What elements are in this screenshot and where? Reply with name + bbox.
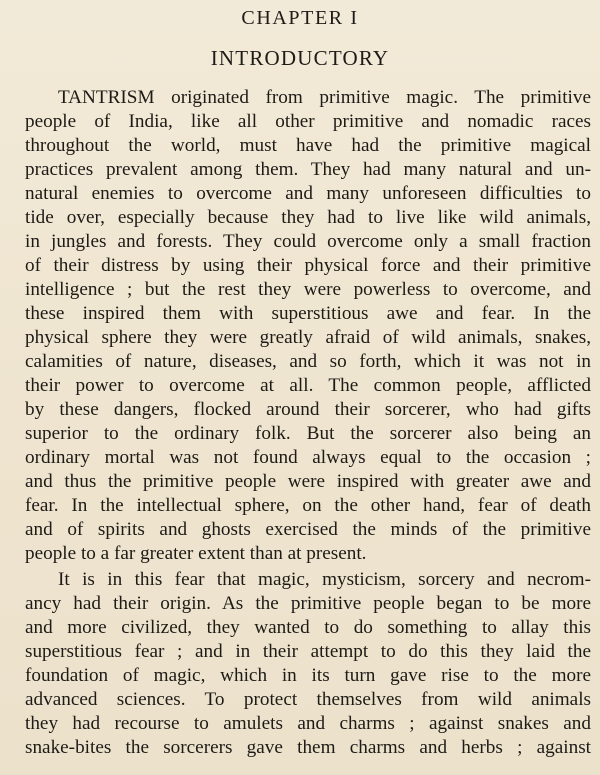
text-line: tide over, especially because they had to live like wild animals, xyxy=(25,207,591,228)
text-line: practices prevalent among them. They had many natural and un- xyxy=(25,159,591,180)
text-line: by these dangers, flocked around their sorcerer, who had gifts xyxy=(25,399,591,420)
text-line: superior to the ordinary folk. But the sorcerer also being an xyxy=(25,423,591,444)
text-line: and thus the primitive people were inspired with greater awe and xyxy=(25,471,591,492)
text-line: of their distress by using their physical force and their primitive xyxy=(25,255,591,276)
text-line: these inspired them with superstitious awe and fear. In the xyxy=(25,303,591,324)
text-line: throughout the world, must have had the primitive magical xyxy=(25,135,591,156)
text-line: natural enemies to overcome and many unforeseen difficulties to xyxy=(25,183,591,204)
chapter-number: CHAPTER I xyxy=(241,7,359,29)
text-line: fear. In the intellectual sphere, on the other hand, fear of death xyxy=(25,495,591,516)
text-line: and more civilized, they wanted to do something to allay this xyxy=(25,617,591,638)
text-line: people of India, like all other primitive and nomadic races xyxy=(25,111,591,132)
text-line: TANTRISM originated from primitive magic. The primitive xyxy=(58,87,591,108)
text-line: physical sphere they were greatly afraid of wild animals, snakes, xyxy=(25,327,591,348)
chapter-title: INTRODUCTORY xyxy=(210,46,390,70)
paragraph-1 xyxy=(0,86,600,566)
text-line: superstitious fear ; and in their attempt to do this they laid the xyxy=(25,641,591,662)
text-line: foundation of magic, which in its turn gave rise to the more xyxy=(25,665,591,686)
text-line: ancy had their origin. As the primitive people began to be more xyxy=(25,593,591,614)
paragraph-2 xyxy=(0,568,600,760)
text-line: they had recourse to amulets and charms ; against snakes and xyxy=(25,713,591,734)
text-line: calamities of nature, diseases, and so forth, which it was not in xyxy=(25,351,591,372)
text-line: snake-bites the sorcerers gave them charms and herbs ; against xyxy=(25,737,591,758)
text-line: people to a far greater extent than at present. xyxy=(25,543,367,564)
text-line: their power to overcome at all. The common people, afflicted xyxy=(25,375,591,396)
body-text xyxy=(0,86,600,760)
text-line: and of spirits and ghosts exercised the minds of the primitive xyxy=(25,519,591,540)
text-line: intelligence ; but the rest they were powerless to overcome, and xyxy=(25,279,591,300)
text-line: ordinary mortal was not found always equal to the occasion ; xyxy=(25,447,591,468)
text-line: It is in this fear that magic, mysticism, sorcery and necrom- xyxy=(58,569,591,590)
text-line: advanced sciences. To protect themselves from wild animals xyxy=(25,689,591,710)
text-line: in jungles and forests. They could overcome only a small fraction xyxy=(25,231,591,252)
